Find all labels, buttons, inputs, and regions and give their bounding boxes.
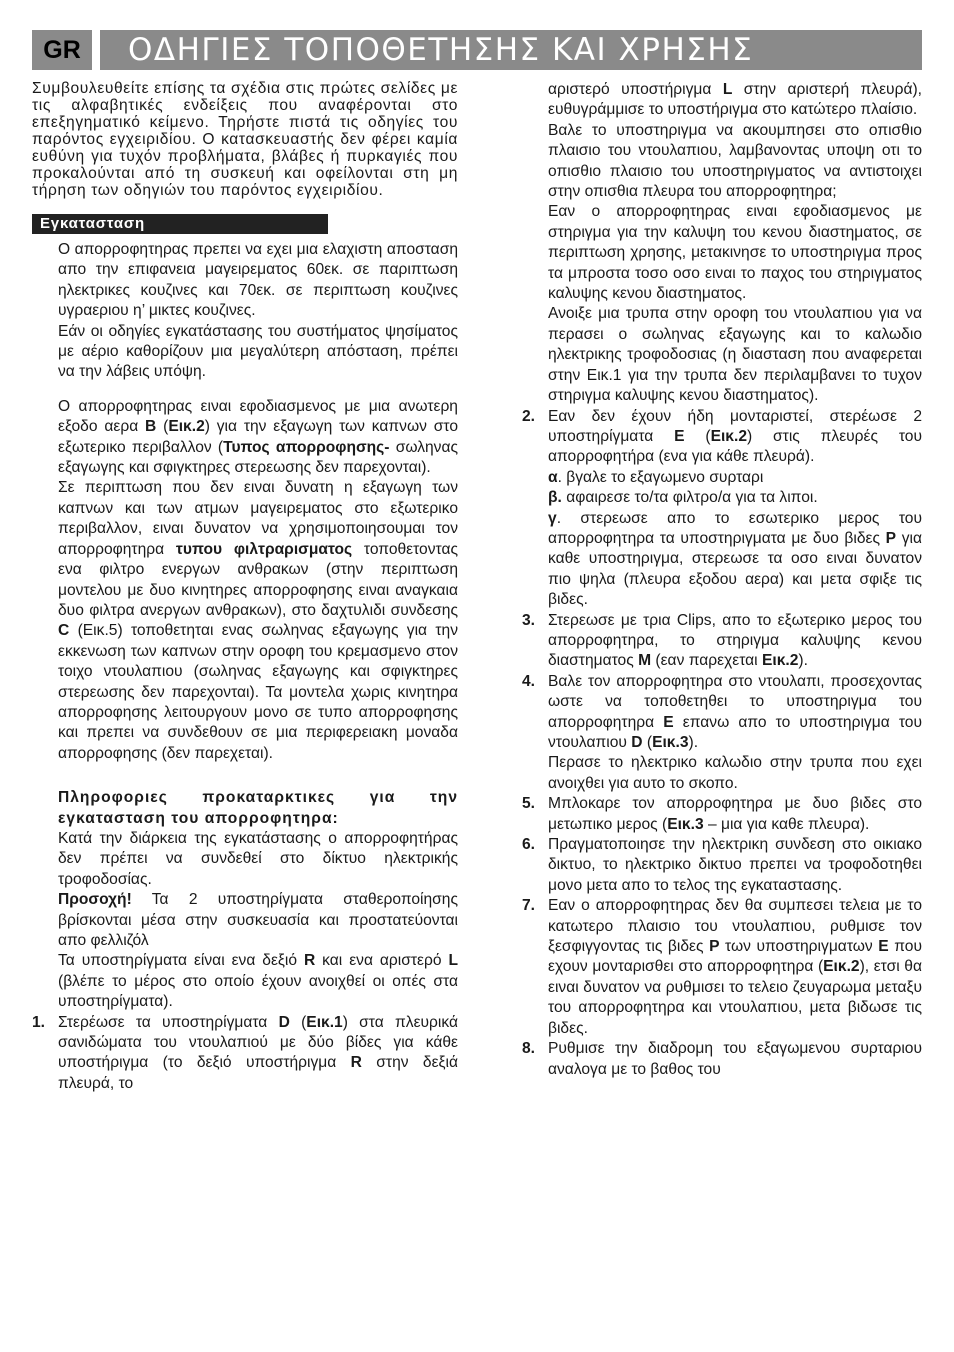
step-number: 8. <box>522 1040 536 1058</box>
step-number: 7. <box>522 897 536 915</box>
step-text: Ανοιξε μια τρυπα στην οροφη του ντουλαπιου για να περασει ο σωληνας εξαγωγης και το καλωδιο ηλεκτρικης τροφοδοσιας (η διασταση που αναφερεται στην Εικ.1 για την τρυπα δεν περιλαμβανει το τυχον στηριγμα καλυψης κενου διαστηματος). <box>548 305 922 405</box>
step-text: Μπλοκαρε τον απορροφητηρα με δυο βιδες στο μετωπικο μερος (Εικ.3 – μια για καθε πλευρα). <box>548 795 922 833</box>
distance-paragraph: Ο απορροφητηρας πρεπει να εχει μια ελαχιστη αποσταση απο την επιφανεια μαγειρεματος 60εκ. σε παριπτωση ηλεκτρικες κουζινες και 70εκ. σε περιπτωση κουζινες υγραεριου η’ μικτες κουζινες. <box>58 241 458 320</box>
step-text: αριστερό υποστήριγμα L στην αριστερή πλευρά), ευθυγράμμισε το υποστήριγμα στο κατώτερο πλαίσιο. <box>548 81 922 119</box>
intro-paragraph: Συμβουλευθείτε επίσης τα σχέδια στις πρώτες σελίδες με τις αλφαβητικές ενδείξεις που αναφέρονται στο επεξηγηματικό κείμενο. Τηρήστε πιστά τις οδηγίες του παρόντος εγχειριδίου. Ο κατασκευαστής δεν φέρει καμία ευθύνη για τυχόν προβλήματα, βλάβες ή πυρκαγιές που προκαλούνται από τη συσκευή και οφείλονται στη μη τήρηση των οδηγιών του παρόντος εγχειριδίου. <box>32 80 458 199</box>
supports-paragraph: Τα υποστηρίγματα είναι ενα δεξιό R και ενα αριστερό L (βλέπε το μέρος στο οποίο έχουν ανοιχθεί οι οπές στα υποστηρίγματα). <box>58 952 458 1011</box>
step-number: 1. <box>32 1013 46 1031</box>
step-text: Στερεωσε με τρια Clips, απο το εξωτερικο μερος του απορροφητηρα, το στηριγμα καλυψης κενου διαστηματος M (εαν παρεχεται Εικ.2). <box>548 611 922 670</box>
gas-paragraph: Εάν οι οδηγίες εγκατάστασης του συστήματος ψησίματος με αέριο καθορίζουν μια μεγαλύτερη απόσταση, πρέπει να την λάβεις υπόψη. <box>58 322 458 381</box>
step-8 <box>522 1039 922 1080</box>
step-number: 4. <box>522 672 536 690</box>
filter-paragraph: Σε περιπτωση που δεν ειναι δυνατη η εξαγωγη των καπνων και των ατμων μαγειρεματος στο εξωτερικο περιβαλλον, ειναι δυνατον να χρησιμοποιησουμαι τον απορροφητηρα τυπου φιλτραρισματος τοποθετοντας ενα φιλτρο ενεργων ανθρακων (στην περιπτωση μοντελου με δυο κινητηρες απορροφησης ειναι αναγκαια δυο φιλτρα ανεργων ανθρακων), στο δαχτυλιδι συνδεσης C (Εικ.5) τοποθετηται ενας σωληνας εξαγωγης για την εκκενωση των καπνων στην οροφη του κρεμασμενο στον τοιχο ντουλαπιου (σωληνας εξαγωγης και σφιγκτηρες στερεωσης δεν παρεχονται). Τα μοντελα χωρις κινητηρα απορροφησης λειτουργουν μονο σε τυπο απορροφησης και πρεπει να συνδεθουν σε μια περιφερειακη μοναδα απορροφησης (δεν παρεχεται). <box>58 479 458 762</box>
substep-b: β. αφαιρεσε το/τα φιλτρο/α για τα λιποι. <box>548 489 818 507</box>
step-2 <box>522 407 922 611</box>
step-text: Στερέωσε τα υποστηρίγματα D (Εικ.1) στα πλευρικά σανιδώματα του ντουλαπιού με δύο βίδες για κάθε υποστήριγμα (το δεξιό υποστήριγμα R στην δεξιά πλευρά, το <box>58 1013 459 1092</box>
preliminary-info-heading: Πληροφοριες προκαταρκτικες για την εγκατασταση του απορροφητηρα: <box>58 789 458 827</box>
step-6 <box>522 835 922 896</box>
step-5 <box>522 794 922 835</box>
step-1-continued <box>522 80 922 407</box>
step-3 <box>522 611 922 672</box>
step-text: Βαλε το υποστηριγμα να ακουμπησει στο οπισθιο πλαισιο του ντουλαπιου, λαμβανοντας υποψη οτι το οπισθιο πλαισιο του υποστηριγματος να αντιστοιχει στην οπισθια πλευρα του απορροφητηρα; <box>548 121 922 201</box>
step-text: Ρυθμισε την διαδρομη του εξαγωμενου συρταριου αναλογα με το βαθος του <box>548 1040 922 1078</box>
outlet-paragraph: Ο απορροφητηρας ειναι εφοδιασμενος με μια ανωτερη εξοδο αερα B (Εικ.2) για την εξαγωγη των καπνων στο εξωτερικο περιβαλλον (Τυπος απορροφησης- σωληνας εξαγωγης και σφιγκτηρες στερεωσης δεν παρεχονται). <box>58 397 458 477</box>
right-column <box>522 80 922 1080</box>
step-text: Περασε το ηλεκτρικο καλωδιο στην τρυπα που εχει ανοιχθει για αυτο το σκοπο. <box>548 754 922 792</box>
step-4 <box>522 672 922 794</box>
section-heading <box>32 214 328 234</box>
step-text: Βαλε τον απορροφητηρα στο ντουλαπι, προσεχοντας ωστε να τοποθετηθει το υποστηριγμα του απορροφητηρα E επανω απο το υποστηριγμα του ντουλαπιου D (Εικ.3). <box>548 672 922 751</box>
step-7 <box>522 896 922 1039</box>
step-number: 5. <box>522 795 536 813</box>
step-text: Εαν δεν έχουν ήδη μονταριστεί, στερέωσε 2 υποστηρίγματα E (Εικ.2) στις πλευρές του απορροφητήρα (ενα για κάθε πλευρά). <box>548 407 923 466</box>
preliminary-info-text: Κατά την διάρκεια της εγκατάστασης ο απορροφητήρας δεν πρέπει να συνδεθεί στο δίκτυο ηλεκτρικής τροφοδοσίας. <box>58 829 458 888</box>
step-text: Εαν ο απορροφητηρας ειναι εφοδιασμενος με στηριγμα για την καλυψη του κενου διαστηματος, σε περιπτωση χρησης, μετακινησε το υποστηριγμα προς τα μπροστα τοσο οσο ειναι το παχος του στηριγματος καλυψης κενου διαστηματος. <box>548 203 922 303</box>
attention-paragraph: Προσοχή! Τα 2 υποστηρίγματα σταθεροποίησης βρίσκονται μέσα στην συσκευασία και προστατεύονται απο φελλιζόλ <box>58 891 458 949</box>
substep-a: α. βγαλε το εξαγωμενο συρταρι <box>548 468 764 486</box>
step-text: Εαν ο απορροφητηρας δεν θα συμπεσει τελεια με το κατωτερο πλαισιο του ντουλαπιου, ρυθμισε τον ξεσφιγγοντας τις βιδες P των υποστηριγματων E που εχουν μονταρισθει στο απορροφητηρα (Εικ.2), ετσι θα ειναι δυνατον να ρυθμισει το τελειο ζευγαρωμα μεταξυ του απορροφητηρα και ντουλαπιου, μετα βιδωσε τις βιδες. <box>548 897 922 1037</box>
step-number: 2. <box>522 407 536 425</box>
page-title: ΟΔΗΓΙΕΣ ΤΟΠΟΘΕΤΗΣΗΣ ΚΑΙ ΧΡΗΣΗΣ <box>100 30 922 70</box>
page-header <box>32 30 922 70</box>
installation-body <box>58 240 458 1013</box>
section-heading-text: Εγκατασταση <box>40 215 145 232</box>
step-number: 3. <box>522 611 536 629</box>
language-badge: GR <box>32 30 92 70</box>
step-1 <box>32 1013 458 1095</box>
substep-c: γ. στερεωσε απο το εσωτερικο μερος του απορροφητηρα τα υποστηριγματα με δυο βιδες P για καθε υποστηριγμα, στερεωσε τα οσο ειναι δυνατον πιο ψηλα (πλευρα εξοδου αερα) και μετα σφιξε τις βιδες. <box>548 509 922 609</box>
left-column <box>32 80 458 1094</box>
step-number: 6. <box>522 836 536 854</box>
step-text: Πραγματοποιησε την ηλεκτρικη συνδεση στο οικιακο δικτυο, το ηλεκτρικο δικτυο πρεπει να τροφοδοτηθει μονο μετα απο το τελος της εγκαταστασης. <box>548 836 922 894</box>
